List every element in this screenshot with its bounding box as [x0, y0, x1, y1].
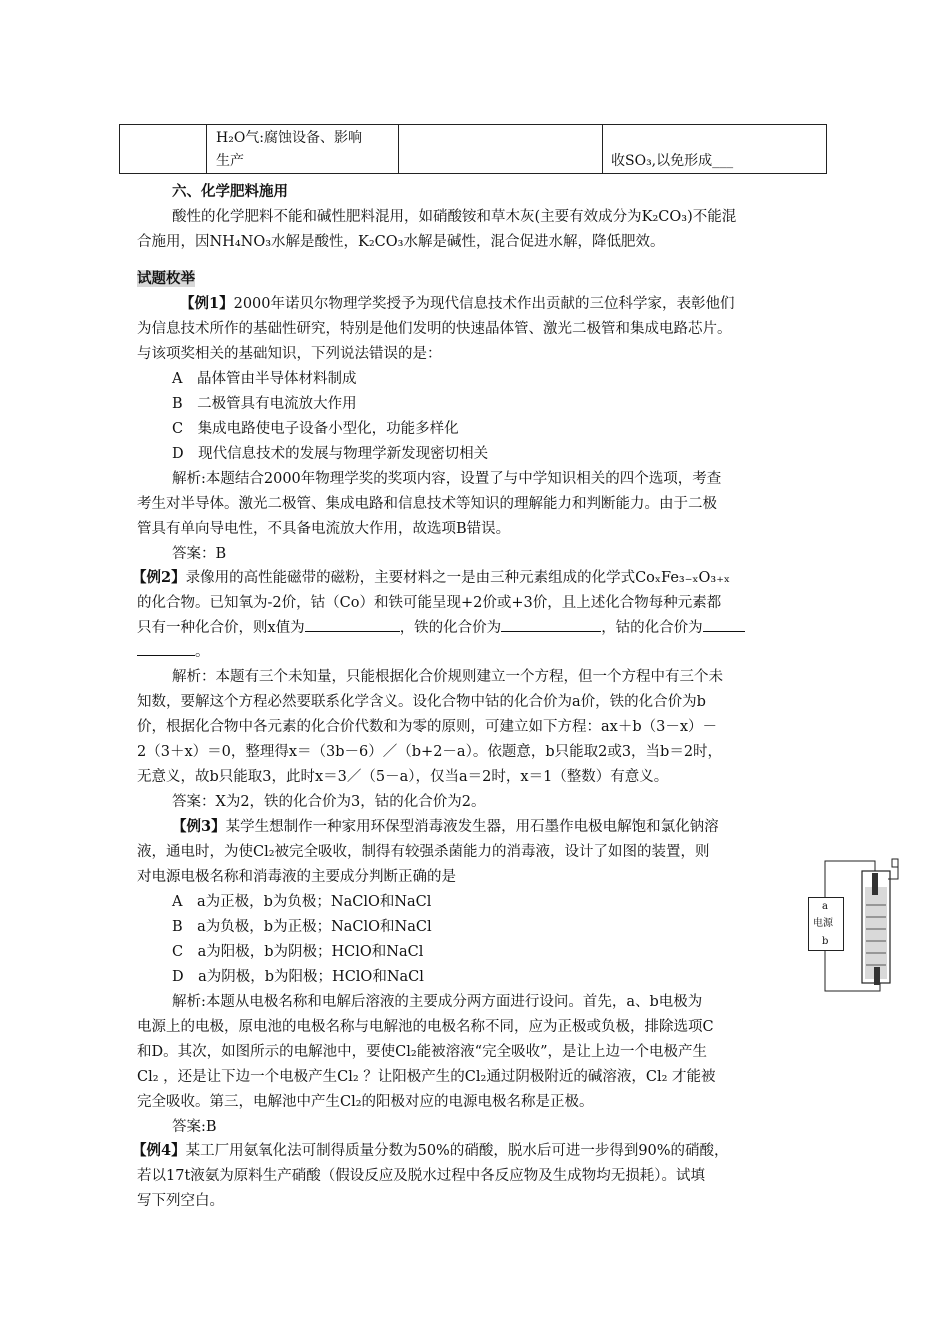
paragraph-line: 合施用，因NH₄NO₃水解是酸性，K₂CO₃水解是碱性，混合促进水解，降低肥效。	[137, 234, 665, 250]
analysis-line: 2（3＋x）＝0，整理得x＝（3b－6）／（b+2－a）。依题意，b只能取2或3，当b＝2时，	[137, 744, 723, 760]
answer-blank[interactable]	[703, 617, 745, 632]
option-c: C a为阳极，b为阴极；HClO和NaCl	[172, 944, 424, 960]
analysis-line: 解析:本题结合2000年物理学奖的奖项内容，设置了与中学知识相关的四个选项，考查	[172, 471, 722, 487]
option-a: A a为正极，b为负极；NaClO和NaCl	[172, 894, 432, 910]
analysis-line: 无意义，故b只能取3，此时x＝3／（5－a），仅当a＝2时，x＝1（整数）有意义。	[137, 769, 669, 785]
paragraph-line: 液，通电时，为使Cl₂被完全吸收，制得有较强杀菌能力的消毒液，设计了如图的装置，则	[137, 844, 710, 860]
answer-blank[interactable]	[501, 617, 601, 632]
example-3-intro: 【例3】某学生想制作一种家用环保型消毒液发生器，用石墨作电极电解饱和氯化钠溶	[172, 818, 719, 835]
analysis-line: 管具有单向导电性，不具备电流放大作用，故选项B错误。	[137, 521, 511, 537]
answer: 答案：X为2，铁的化合价为3，钴的化合价为2。	[172, 794, 486, 810]
answer: 答案：B	[172, 546, 227, 562]
table-cell-line: H₂O气:腐蚀设备、影响	[216, 130, 363, 146]
analysis-line: 考生对半导体。激光二极管、集成电路和信息技术等知识的理解能力和判断能力。由于二极	[137, 496, 717, 512]
paragraph-line: 若以17t液氨为原料生产硝酸（假设反应及脱水过程中各反应物及生成物均无损耗）。试填	[137, 1168, 706, 1184]
electrolysis-diagram	[800, 855, 910, 1000]
paragraph-line: 只有一种化合价，则x值为 ，铁的化合价为 ，钴的化合价为	[137, 616, 745, 637]
examples-title: 试题枚举	[137, 270, 195, 287]
paragraph-line: 与该项奖相关的基础知识，下列说法错误的是：	[137, 346, 442, 362]
analysis-line: 解析:本题从电极名称和电解后溶液的主要成分两方面进行设问。首先，a、b电极为	[172, 994, 703, 1010]
table-cell-line: 生产	[216, 153, 244, 169]
paragraph-line: 的化合物。已知氧为-2价，钴（Co）和铁可能呈现+2价或+3价，且上述化合物每种元素都	[137, 595, 722, 611]
paragraph-line: 为信息技术所作的基础性研究，特别是他们发明的快速晶体管、激光二极管和集成电路芯片。	[137, 321, 732, 337]
analysis-line: 完全吸收。第三，电解池中产生Cl₂的阳极对应的电源电极名称是正极。	[137, 1094, 594, 1110]
option-d: D 现代信息技术的发展与物理学新发现密切相关	[172, 446, 489, 462]
example-1-intro: 【例1】2000年诺贝尔物理学奖授予为现代信息技术作出贡献的三位科学家，表彰他们	[180, 295, 735, 312]
option-b: B a为负极，b为正极；NaClO和NaCl	[172, 919, 432, 935]
table-fragment	[119, 124, 827, 174]
example-4-intro: 【例4】某工厂用氨氧化法可制得质量分数为50%的硝酸，脱水后可进一步得到90%的硝酸，	[132, 1142, 729, 1159]
option-a: A 晶体管由半导体材料制成	[172, 371, 357, 387]
analysis-line: 知数，要解这个方程必然要联系化学含义。设化合物中钴的化合价为a价，铁的化合价为b	[137, 694, 706, 710]
paragraph-line: 写下列空白。	[137, 1193, 224, 1209]
power-source-label: 电源	[813, 918, 833, 929]
power-source-box	[808, 897, 844, 951]
analysis-line: 和D。其次，如图所示的电解池中，要使Cl₂能被溶液“完全吸收”，是让上边一个电极产生	[137, 1044, 707, 1060]
paragraph-line: 对电源电极名称和消毒液的主要成分判断正确的是	[137, 869, 456, 885]
answer-blank[interactable]	[305, 617, 400, 632]
table-cell-line: 收SO₃,以免形成___	[611, 153, 734, 169]
analysis-line: 解析：本题有三个未知量，只能根据化合价规则建立一个方程，但一个方程中有三个未	[172, 669, 723, 685]
answer: 答案:B	[172, 1119, 217, 1135]
table-divider	[398, 125, 399, 173]
electrode-a-label: a	[822, 901, 828, 912]
option-d: D a为阴极，b为阳极；HClO和NaCl	[172, 969, 424, 985]
analysis-line: Cl₂ ，还是让下边一个电极产生Cl₂ ？让阳极产生的Cl₂通过阴极附近的碱溶液，Cl₂ 才能被	[137, 1069, 716, 1085]
analysis-line: 电源上的电极，原电池的电极名称与电解池的电极名称不同，应为正极或负极，排除选项C	[137, 1019, 714, 1035]
option-b: B 二极管具有电流放大作用	[172, 396, 357, 412]
table-divider	[206, 125, 207, 173]
paragraph-line: 。	[137, 640, 210, 661]
analysis-line: 价，根据化合物中各元素的化合价代数和为零的原则，可建立如下方程：ax＋b（3－x）－	[137, 719, 718, 735]
paragraph-line: 酸性的化学肥料不能和碱性肥料混用，如硝酸铵和草木灰(主要有效成分为K₂CO₃)不能混	[172, 209, 737, 225]
electrode-b-label: b	[822, 936, 829, 947]
section-heading: 六、化学肥料施用	[172, 183, 288, 200]
option-c: C 集成电路使电子设备小型化，功能多样化	[172, 421, 459, 437]
example-2-intro: 【例2】录像用的高性能磁带的磁粉，主要材料之一是由三种元素组成的化学式CoₓFe₃₋ₓO₃₊ₓ	[132, 569, 731, 586]
answer-blank[interactable]	[137, 641, 195, 656]
table-divider	[602, 125, 603, 173]
